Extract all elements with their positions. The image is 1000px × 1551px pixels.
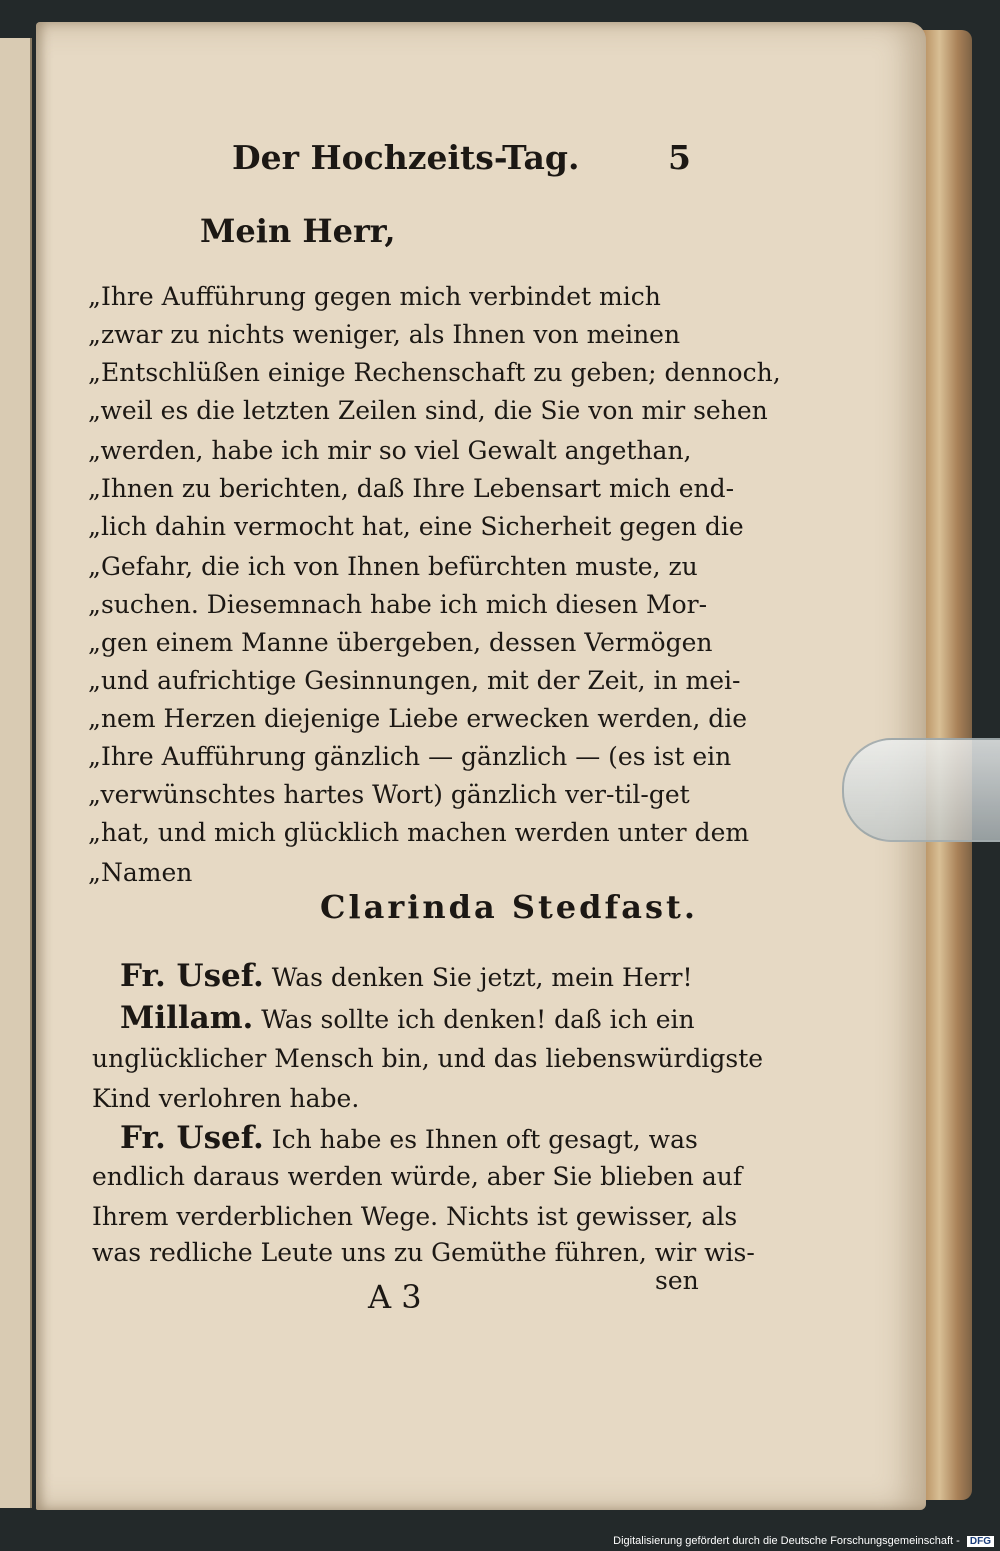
dialogue-line — [120, 1120, 698, 1156]
letter-line: „und aufrichtige Gesinnungen, mit der Zeit, in mei- — [88, 666, 741, 695]
dialogue-line — [120, 1000, 695, 1036]
letter-line: „gen einem Manne übergeben, dessen Vermögen — [88, 628, 713, 657]
speaker-name: Millam. — [120, 1000, 254, 1036]
letter-signature: Clarinda Stedfast. — [320, 888, 698, 926]
dfg-logo: DFG — [967, 1536, 994, 1547]
dialogue-text: Was denken Sie jetzt, mein Herr! — [271, 963, 693, 992]
dialogue-line: endlich daraus werden würde, aber Sie blieben auf — [92, 1162, 743, 1191]
letter-line: „Namen — [88, 858, 193, 887]
letter-line: „hat, und mich glücklich machen werden unter dem — [88, 818, 750, 847]
running-head: Der Hochzeits-Tag. — [232, 138, 580, 177]
page-clip — [842, 738, 1000, 842]
facing-page-edge — [0, 38, 32, 1508]
speaker-name: Fr. Usef. — [120, 1120, 264, 1156]
letter-line: „weil es die letzten Zeilen sind, die Sie von mir sehen — [88, 396, 768, 425]
letter-line: „Ihnen zu berichten, daß Ihre Lebensart mich end- — [88, 474, 735, 503]
speaker-name: Fr. Usef. — [120, 958, 264, 994]
letter-line: „Entschlüßen einige Rechenschaft zu geben; dennoch, — [88, 358, 781, 387]
letter-line: „suchen. Diesemnach habe ich mich diesen Mor- — [88, 590, 708, 619]
dialogue-text: Was sollte ich denken! daß ich ein — [261, 1005, 695, 1034]
dialogue-text: Ich habe es Ihnen oft gesagt, was — [271, 1125, 698, 1154]
dialogue-line: Kind verlohren habe. — [92, 1084, 360, 1113]
letter-line: „werden, habe ich mir so viel Gewalt angethan, — [88, 436, 692, 465]
letter-line: „Ihre Aufführung gänzlich — gänzlich — (es ist ein — [88, 742, 732, 771]
letter-line: „verwünschtes hartes Wort) gänzlich ver-til-get — [88, 780, 690, 809]
signature-mark: A 3 — [368, 1278, 422, 1316]
dialogue-line: Ihrem verderblichen Wege. Nichts ist gewisser, als — [92, 1202, 738, 1231]
dialogue-line: unglücklicher Mensch bin, und das liebenswürdigste — [92, 1044, 764, 1073]
letter-line: „Ihre Aufführung gegen mich verbindet mich — [88, 282, 661, 311]
letter-line: „zwar zu nichts weniger, als Ihnen von meinen — [88, 320, 681, 349]
dialogue-line: was redliche Leute uns zu Gemüthe führen, wir wis- — [92, 1238, 755, 1267]
page-number: 5 — [668, 138, 691, 177]
letter-line: „nem Herzen diejenige Liebe erwecken werden, die — [88, 704, 748, 733]
digitization-credit — [613, 1535, 994, 1547]
letter-line: „Gefahr, die ich von Ihnen befürchten muste, zu — [88, 552, 698, 581]
letter-salutation: Mein Herr, — [200, 212, 396, 250]
credit-text: Digitalisierung gefördert durch die Deutsche Forschungsgemeinschaft - — [613, 1535, 960, 1547]
letter-line: „lich dahin vermocht hat, eine Sicherheit gegen die — [88, 512, 744, 541]
dialogue-line — [120, 958, 693, 994]
catchword: sen — [655, 1266, 699, 1295]
